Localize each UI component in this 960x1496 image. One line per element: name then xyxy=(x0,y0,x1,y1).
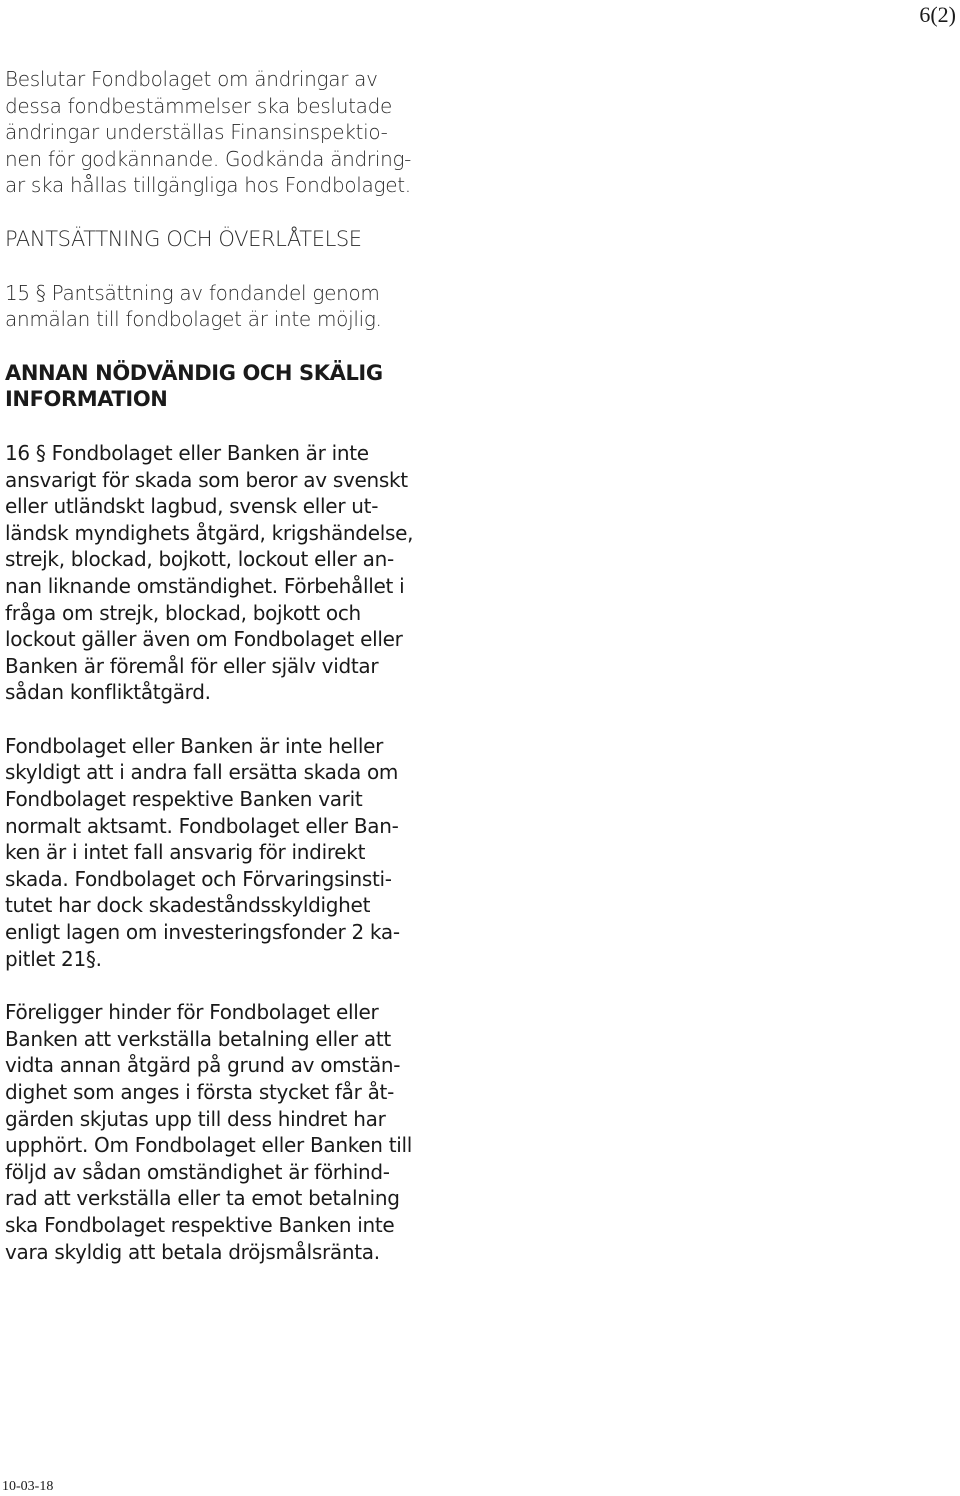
text-line: lockout gäller även om Fondbolaget eller xyxy=(5,627,403,652)
text-line: ar ska hållas tillgängliga hos Fondbolaget. xyxy=(5,173,411,198)
text-line: eller utländskt lagbud, svensk eller ut- xyxy=(5,494,379,519)
text-line: Fondbolaget respektive Banken varit xyxy=(5,787,363,812)
footer-date: 10-03-18 xyxy=(2,1479,54,1494)
text-line: ska Fondbolaget respektive Banken inte xyxy=(5,1212,395,1237)
text-line: 15 § Pantsättning av fondandel genom xyxy=(5,280,380,305)
text-line: pitlet 21§. xyxy=(5,946,102,971)
text-line: upphört. Om Fondbolaget eller Banken till xyxy=(5,1133,413,1158)
text-line: 16 § Fondbolaget eller Banken är inte xyxy=(5,440,369,465)
text-line: ländsk myndighets åtgärd, krigshändelse, xyxy=(5,520,414,545)
text-line: Banken att verkställa betalning eller att xyxy=(5,1026,391,1051)
liability-paragraph xyxy=(5,733,475,972)
text-line: gärden skjutas upp till dess hindret har xyxy=(5,1106,386,1131)
text-line: Beslutar Fondbolaget om ändringar av xyxy=(5,67,378,91)
text-line: ken är i intet fall ansvarig för indirekt xyxy=(5,840,366,865)
text-line: nen för godkännande. Godkända ändring- xyxy=(5,146,412,171)
text-line: normalt aktsamt. Fondbolaget eller Ban- xyxy=(5,813,399,838)
text-line: följd av sådan omständighet är förhind- xyxy=(5,1159,390,1184)
text-line: strejk, blockad, bojkott, lockout eller an- xyxy=(5,547,394,572)
intro-paragraph xyxy=(5,66,475,199)
text-line: ändringar underställas Finansinspektio- xyxy=(5,120,388,145)
paragraph-16 xyxy=(5,440,475,706)
text-line: dighet som anges i första stycket får åt- xyxy=(5,1080,394,1104)
text-line: fråga om strejk, blockad, bojkott och xyxy=(5,600,361,625)
text-line: tutet har dock skadeståndsskyldighet xyxy=(5,893,371,918)
heading-line: PANTSÄTTNING OCH ÖVERLÅTELSE xyxy=(5,226,362,251)
heading-line: ANNAN NÖDVÄNDIG OCH SKÄLIG xyxy=(5,360,383,385)
text-line: Banken är föremål för eller själv vidtar xyxy=(5,653,379,678)
text-line: nan liknande omständighet. Förbehållet i xyxy=(5,573,405,598)
text-line: sådan konfliktåtgärd. xyxy=(5,680,211,705)
text-line: ansvarigt för skada som beror av svenskt xyxy=(5,467,408,492)
text-line: dessa fondbestämmelser ska beslutade xyxy=(5,93,392,118)
hindrance-paragraph xyxy=(5,999,475,1265)
document-column xyxy=(5,66,475,1265)
text-line: skyldigt att i andra fall ersätta skada om xyxy=(5,760,399,785)
text-line: vidta annan åtgärd på grund av omstän- xyxy=(5,1053,401,1078)
page-number: 6(2) xyxy=(919,2,956,27)
text-line: vara skyldig att betala dröjsmålsränta. xyxy=(5,1239,380,1264)
pledge-paragraph xyxy=(5,280,475,333)
text-line: enligt lagen om investeringsfonder 2 ka- xyxy=(5,920,400,945)
text-line: rad att verkställa eller ta emot betalning xyxy=(5,1186,400,1211)
section-heading-pledge xyxy=(5,226,475,253)
heading-line: INFORMATION xyxy=(5,387,168,412)
section-heading-other-information xyxy=(5,360,475,413)
text-line: Fondbolaget eller Banken är inte heller xyxy=(5,733,383,758)
text-line: anmälan till fondbolaget är inte möjlig. xyxy=(5,307,382,332)
text-line: skada. Fondbolaget och Förvaringsinsti- xyxy=(5,866,392,891)
text-line: Föreligger hinder för Fondbolaget eller xyxy=(5,1000,379,1025)
